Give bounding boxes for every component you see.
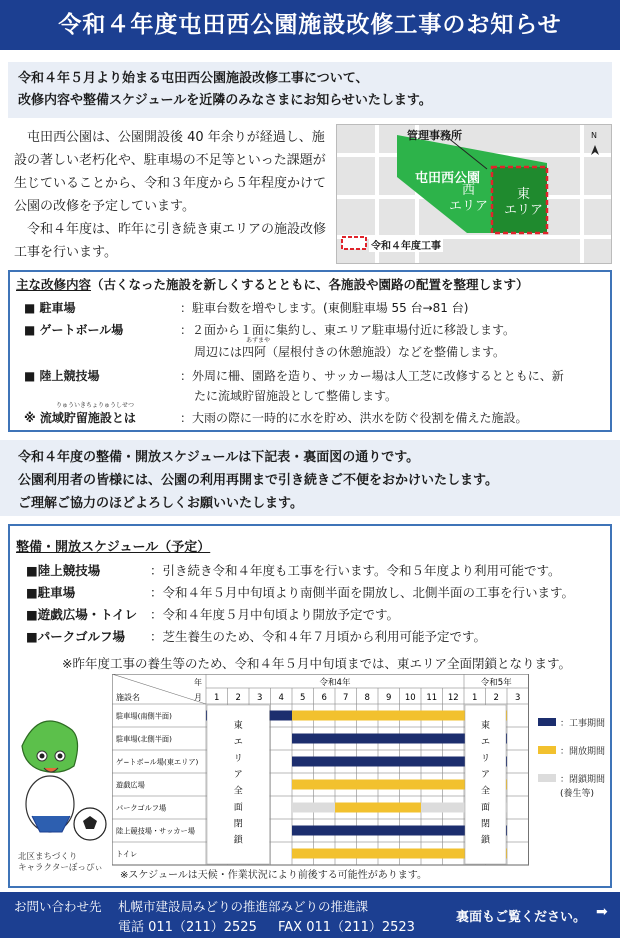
notice-line-2: 公園利用者の皆様には、公園の利用再開まで引き続きご不便をおかけいたします。	[18, 473, 498, 488]
gantt-month-tick: 3	[515, 693, 521, 703]
body-paragraph-2: 令和４年度は、昨年に引き続き東エリアの施設改修工事を行います。	[14, 222, 327, 260]
gantt-closure-char: 閉	[233, 819, 243, 830]
works-item-text: ：外周に柵、園路を造り、サッカー場は人工芝に改修するとともに、新	[180, 369, 564, 383]
map-legend-swatch	[342, 237, 366, 249]
contact-fax: FAX 011（211）2523	[278, 920, 415, 935]
gantt-legend	[538, 716, 605, 814]
gantt-closure-char: ア	[480, 770, 491, 781]
legend-sub-label: (養生等)	[560, 789, 595, 799]
gantt-closure-char: エ	[480, 737, 491, 748]
gantt-closure-char: エ	[233, 737, 243, 748]
map-west-label: 西 エリア	[449, 183, 489, 214]
works-item-text: ：２面から１面に集約し、東エリア駐車場付近に移設します。	[180, 323, 516, 337]
gantt-year-r5: 令和5年	[480, 678, 512, 688]
works-item-text: 周辺には四阿（屋根付きの休憩施設）などを整備します。	[194, 345, 506, 359]
gantt-month-tick: 2	[235, 693, 241, 703]
gantt-bar-curing	[292, 803, 335, 813]
contact-label: お問い合わせ先	[14, 899, 102, 914]
gantt-month-tick: 9	[386, 693, 392, 703]
gantt-month-tick: 3	[257, 693, 263, 703]
schedule-row-label: ■陸上競技場	[26, 563, 101, 578]
gantt-month-tick: 10	[404, 693, 416, 703]
contact-phone: 電話 011（211）2525	[118, 920, 257, 935]
gantt-closure-char: リ	[480, 753, 491, 764]
legend-item-open	[538, 744, 605, 772]
notice-line-1: 令和４年度の整備・開放スケジュールは下記表・裏面図の通りです。	[18, 450, 420, 465]
works-item-label: ■ ゲートボール場	[24, 323, 124, 337]
gantt-month-tick: 1	[472, 693, 478, 703]
arrow-right-icon: ➡	[596, 904, 608, 920]
gantt-bar-open	[335, 803, 421, 813]
schedule-box	[8, 524, 612, 888]
gantt-month-tick: 2	[493, 693, 499, 703]
mascot	[10, 706, 110, 884]
map-park-label: 屯田西公園	[415, 171, 481, 186]
gantt-facility-label: 施設名	[116, 693, 140, 702]
contact-department: 札幌市建設局みどりの推進部みどりの推進課	[118, 899, 369, 914]
gantt-facility-name: 駐車場(北側半面)	[116, 734, 172, 744]
gantt-month-tick: 4	[278, 693, 284, 703]
gantt-month-tick: 7	[343, 693, 349, 703]
schedule-note: ※スケジュールは天候・作業状況により前後する可能性があります。	[120, 870, 427, 881]
ruby-azumaya: あずまや	[246, 337, 271, 344]
gantt-closure-char: 面	[233, 802, 243, 813]
schedule-footnote: ※昨年度工事の養生等のため、令和４年５月中旬頃までは、東エリア全面閉鎖となります。	[62, 656, 571, 671]
legend-label: ：開放期間	[560, 747, 606, 757]
gantt-closure-char: リ	[233, 753, 243, 764]
map-office-label: 管理事務所	[407, 129, 462, 142]
legend-label: ：閉鎖期間	[560, 775, 606, 785]
gantt-month-label: 月	[194, 693, 202, 702]
gantt-facility-name: ゲ−トボ−ル場(東エリア)	[116, 757, 199, 767]
schedule-row-text: ：令和４年５月中旬頃より南側半面を開放し、北側半面の工事を行います。	[150, 585, 575, 600]
gantt-closure-char: 東	[233, 721, 243, 731]
schedule-row-text: ：芝生養生のため、令和４年７月頃から利用可能予定です。	[150, 629, 487, 644]
legend-label: ：工事期間	[560, 719, 606, 729]
gantt-closure-char: ア	[233, 770, 243, 781]
gantt-year-r4: 令和4年	[319, 678, 351, 688]
gantt-facility-name: 遊戯広場	[116, 780, 145, 790]
ruby-ryuiki: りゅういきちょりゅうしせつ	[56, 402, 135, 409]
schedule-title: 整備・開放スケジュール（予定）	[16, 540, 211, 555]
schedule-row-label: ■駐車場	[26, 585, 76, 600]
gantt-year-label: 年	[194, 678, 202, 687]
legend-swatch	[538, 718, 556, 726]
map-north-label: N	[591, 131, 597, 140]
park-map	[336, 124, 612, 264]
body-paragraph-1: 屯田西公園は、公園開設後 40 年余りが経過し、施設の著しい老朽化や、駐車場の不足等といった課題が生じていることから、令和３年度から５年程度かけて公園の改修を予定しています。	[14, 130, 327, 214]
gantt-month-tick: 11	[426, 693, 438, 703]
gantt-month-tick: 1	[214, 693, 220, 703]
intro-box	[8, 62, 612, 118]
gantt-month-tick: 6	[321, 693, 327, 703]
gantt-closure-char: 東	[480, 721, 491, 731]
gantt-facility-name: 陸上競技場・サッカー場	[116, 826, 195, 836]
works-item-text: ：大雨の際に一時的に水を貯め、洪水を防ぐ役割を備えた施設。	[180, 411, 528, 425]
schedule-row-label: ■遊戯広場・トイレ	[26, 607, 138, 622]
gantt-month-tick: 12	[447, 693, 459, 703]
legend-swatch	[538, 746, 556, 754]
footer-contact	[0, 892, 620, 938]
mascot-image	[10, 706, 110, 856]
works-item-label: ■ 陸上競技場	[24, 369, 100, 383]
legend-swatch	[538, 774, 556, 782]
intro-line-2: 改修内容や整備スケジュールを近隣のみなさまにお知らせいたします。	[18, 93, 432, 108]
gantt-closure-char: 面	[480, 802, 491, 813]
page-title: 令和４年度屯田西公園施設改修工事のお知らせ	[0, 0, 620, 50]
works-item-label: ※ 流域貯留施設とは	[24, 411, 136, 425]
works-item-text: たに流域貯留施設として整備します。	[194, 389, 398, 403]
map-east-label: 東 エリア	[504, 187, 544, 218]
gantt-facility-name: パークゴルフ場	[116, 803, 167, 813]
map-legend-label: 令和４年度工事	[369, 237, 443, 252]
gantt-month-tick: 8	[364, 693, 370, 703]
gantt-closure-char: 全	[233, 786, 243, 797]
main-works-header	[16, 276, 604, 294]
back-page-note: 裏面もご覧ください。	[456, 910, 587, 925]
main-works-box	[8, 270, 612, 432]
schedule-row-label: ■パークゴルフ場	[26, 629, 126, 644]
mascot-caption: 北区まちづくり キャラクターぼっぴぃ	[18, 852, 103, 873]
schedule-gantt-chart	[112, 674, 530, 866]
gantt-closure-char: 閉	[480, 819, 491, 830]
gantt-facility-name: トイレ	[116, 849, 138, 859]
intro-line-1: 令和４年５月より始まる屯田西公園施設改修工事について、	[18, 71, 369, 86]
gantt-month-tick: 5	[300, 693, 306, 703]
notice-box	[0, 440, 620, 516]
gantt-closure-char: 全	[480, 786, 491, 797]
schedule-row-text: ：令和４年度５月中旬頃より開放予定です。	[150, 607, 400, 622]
gantt-closure-char: 鎖	[480, 835, 491, 846]
main-works-header-title: 主な改修内容	[16, 277, 92, 292]
notice-line-3: ご理解ご協力のほどよろしくお願いいたします。	[18, 496, 303, 511]
works-item-label: ■ 駐車場	[24, 301, 76, 315]
schedule-row-text: ：引き続き令和４年度も工事を行います。令和５年度より利用可能です。	[150, 563, 561, 578]
legend-item-work	[538, 716, 605, 744]
gantt-closure-char: 鎖	[233, 835, 243, 846]
main-works-header-note: （古くなった施設を新しくするとともに、各施設や園路の配置を整理します）	[91, 277, 529, 292]
works-item-text: ：駐車台数を増やします。(東側駐車場 55 台→81 台)	[180, 301, 469, 315]
gantt-facility-name: 駐車場(南側半面)	[116, 711, 172, 721]
body-text	[14, 126, 332, 264]
